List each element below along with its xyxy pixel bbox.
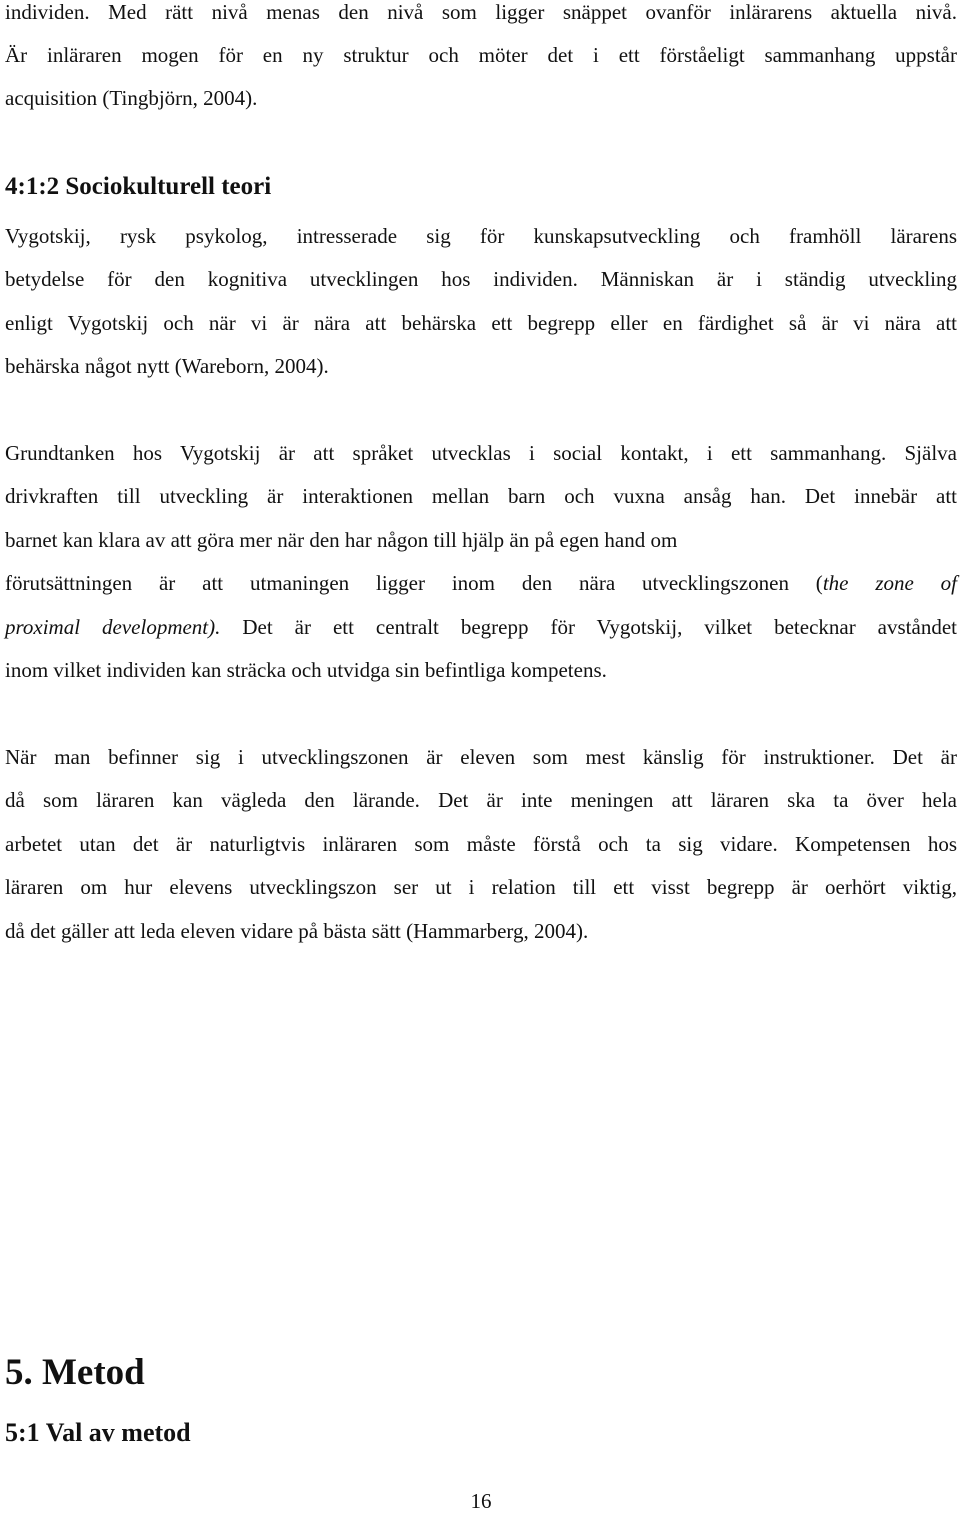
- paragraph-3-line-3: arbetet utan det är naturligtvis inläraren som måste förstå och ta sig vidare. Kompetensen hos: [5, 832, 957, 856]
- section-heading: 4:1:2 Sociokulturell teori: [5, 173, 272, 200]
- paragraph-1-line-2: betydelse för den kognitiva utvecklingen hos individen. Människan är i ständig utveckling: [5, 267, 957, 291]
- intro-line-3: acquisition (Tingbjörn, 2004).: [5, 86, 258, 110]
- paragraph-3-line-5: då det gäller att leda eleven vidare på bästa sätt (Hammarberg, 2004).: [5, 919, 589, 943]
- paragraph-2-line-5-text: Det är ett centralt begrepp för Vygotskij, vilket betecknar avståndet: [220, 615, 957, 639]
- subsection-heading: 5:1 Val av metod: [5, 1418, 191, 1447]
- intro-line-2: Är inläraren mogen för en ny struktur och möter det i ett förståeligt sammanhang uppstår: [5, 43, 957, 67]
- paragraph-2-line-5: [5, 612, 957, 642]
- paragraph-1-line-1: Vygotskij, rysk psykolog, intresserade sig för kunskapsutveckling och framhöll lärarens: [5, 224, 957, 248]
- paragraph-1-line-3: enligt Vygotskij och när vi är nära att behärska ett begrepp eller en färdighet så är vi nära att: [5, 311, 957, 335]
- paragraph-2-line-4: [5, 568, 957, 598]
- paragraph-3-line-2: då som läraren kan vägleda den lärande. Det är inte meningen att läraren ska ta över hela: [5, 788, 957, 812]
- chapter-heading: 5. Metod: [5, 1352, 145, 1393]
- paragraph-3-line-4: läraren om hur elevens utvecklingszon ser ut i relation till ett visst begrepp är oerhört viktig,: [5, 875, 957, 899]
- paragraph-2-line-2: drivkraften till utveckling är interaktionen mellan barn och vuxna ansåg han. Det innebär att: [5, 484, 957, 508]
- document-page: [5, 0, 957, 1513]
- paragraph-2-line-4-italic: the zone of: [822, 571, 957, 595]
- paragraph-2-line-4-text: förutsättningen är att utmaningen ligger inom den nära utvecklingszonen (: [5, 571, 823, 595]
- paragraph-2-line-3: barnet kan klara av att göra mer när den har någon till hjälp än på egen hand om: [5, 528, 678, 552]
- paragraph-1-line-4: behärska något nytt (Wareborn, 2004).: [5, 354, 329, 378]
- page-number: 16: [470, 1489, 492, 1513]
- intro-line-1: individen. Med rätt nivå menas den nivå som ligger snäppet ovanför inlärarens aktuella nivå.: [5, 0, 957, 24]
- paragraph-2-line-6: inom vilket individen kan sträcka och utvidga sin befintliga kompetens.: [5, 658, 607, 682]
- paragraph-2-line-5-italic: proximal development).: [5, 615, 221, 639]
- paragraph-3-line-1: När man befinner sig i utvecklingszonen är eleven som mest känslig för instruktioner. Det är: [5, 745, 957, 769]
- paragraph-2-line-1: Grundtanken hos Vygotskij är att språket utvecklas i social kontakt, i ett sammanhang. Själva: [5, 441, 957, 465]
